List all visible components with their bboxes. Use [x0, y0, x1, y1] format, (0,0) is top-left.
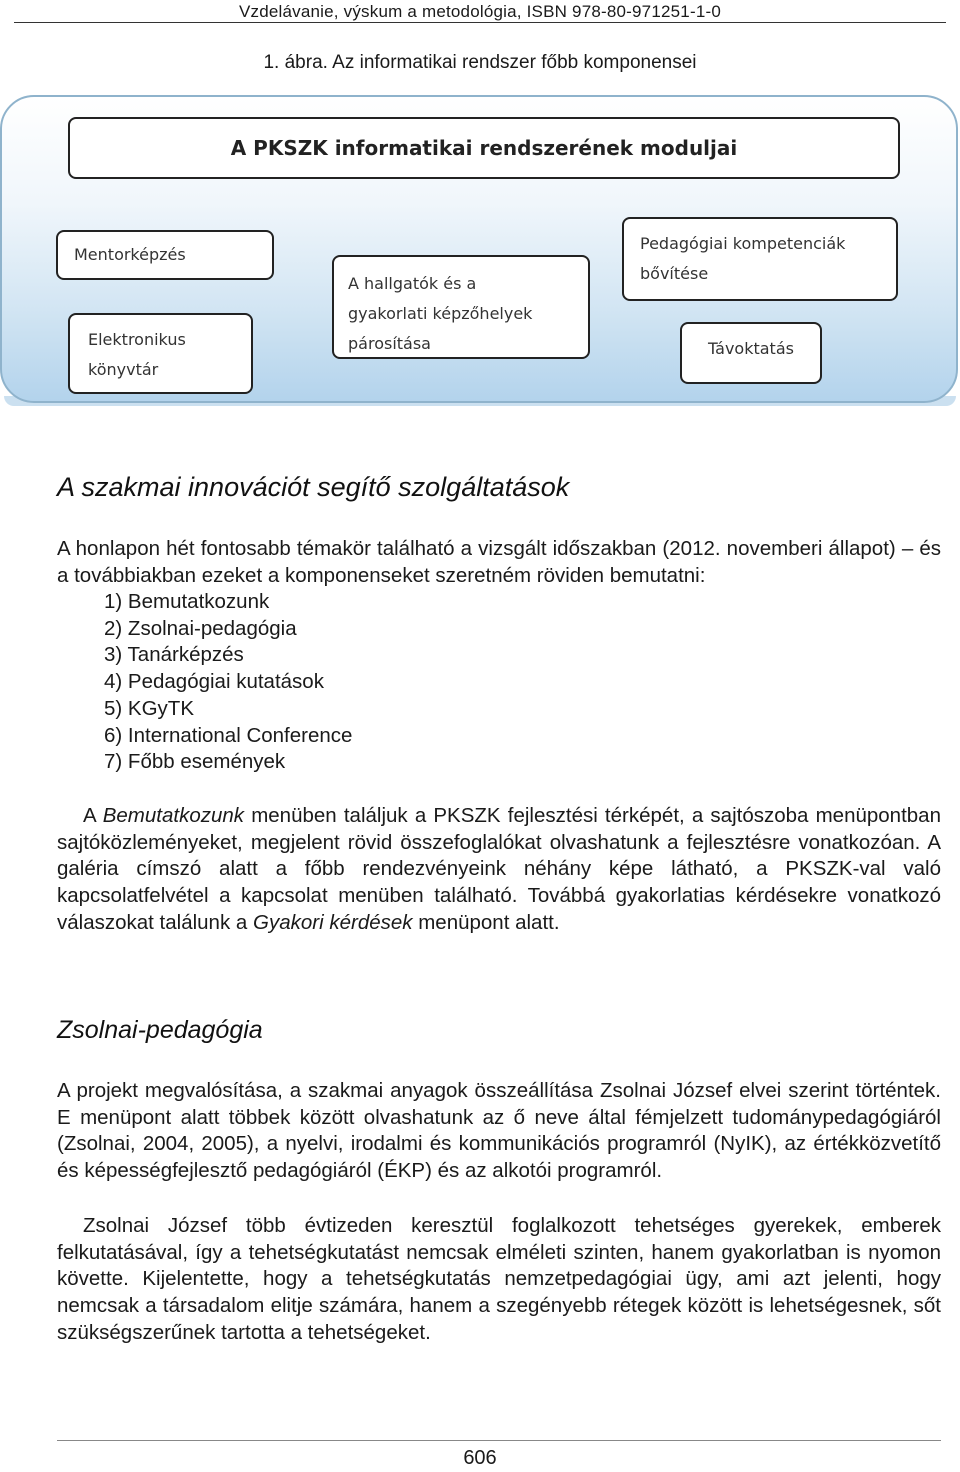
- para2-italic-bemutatkozunk: Bemutatkozunk: [102, 804, 245, 827]
- footer-rule: [57, 1440, 941, 1441]
- topic-list: [104, 589, 352, 776]
- diagram-title-text: A PKSZK informatikai rendszerének moduljai: [230, 136, 738, 160]
- para2-text-c: menüben találjuk a PKSZK fejlesztési térképét, a sajtószoba menüpontban sajtóközleményeket, megjelent rövid összefoglalókat olvashatunk a fejlesztésre vonatkozóan. A galéria címszó alatt a főbb rendezvényeink néhány képe látható, a PKSZK-val való kapcsolatfelvétel a kapcsolat menüben található. Továbbá gyakorlatias kérdésekre vonatkozó válaszokat találunk a: [57, 804, 941, 934]
- section1-intro: A honlapon hét fontosabb témakör található a vizsgált időszakban (2012. novemberi állapot) – és a továbbiakban ezeket a komponenseket szeretném röviden bemutatni:: [57, 537, 941, 587]
- section2-paragraph-2: Zsolnai József több évtizeden keresztül foglalkozott tehetséges gyerekek, emberek felkutatásával, így a tehetségkutatást nemcsak elméleti szinten, hanem gyakorlatban is nyomon követte. Kijelentette, hogy a tehetségkutatás nemzetpedagógiai ügy, ami azt jelenti, hogy nemcsak a társadalom elitje számára, hanem a szegényebb rétegek között is lehetségesnek, sőt szükségszerűnek tartotta a tehetségeket.: [57, 1214, 941, 1344]
- para2-text-a: A: [83, 804, 103, 827]
- section2-paragraph-1: A projekt megvalósítása, a szakmai anyagok összeállítása Zsolnai József elvei szerint történtek. E menüpont alatt többek között olvashatunk az ő neve által fémjelzett tudománypedagógiáról (Zsolnai, 2004, 2005), a nyelvi, irodalmi és kommunikációs programról (NyIK), az értékközvetítő és képességfejlesztő pedagógiáról (ÉKP) és az alkotói programról.: [57, 1079, 941, 1183]
- section1-paragraph-bemutatkozunk: [57, 803, 941, 937]
- list-item: 6) International Conference: [104, 723, 353, 747]
- list-item: 1) Bemutatkozunk: [104, 590, 270, 613]
- figure-caption: 1. ábra. Az informatikai rendszer főbb komponensei: [263, 52, 697, 73]
- section-title-innovacio: A szakmai innovációt segítő szolgáltatások: [57, 472, 570, 502]
- para2-text-e: menüpont alatt.: [412, 910, 560, 934]
- box-tavoktatas: [680, 322, 822, 384]
- para2-italic-gyakori: Gyakori kérdések: [253, 910, 413, 934]
- box-tavoktatas-label: Távoktatás: [708, 339, 794, 358]
- box-pedagogiai-line1: Pedagógiai kompetenciák: [640, 234, 846, 253]
- list-item: 2) Zsolnai-pedagógia: [104, 616, 297, 640]
- section-title-zsolnai: Zsolnai-pedagógia: [57, 1016, 263, 1044]
- list-item: 4) Pedagógiai kutatások: [104, 670, 324, 694]
- header-rule: [14, 22, 946, 23]
- diagram-title-box: [68, 117, 900, 179]
- box-hallgatok-line3: párosítása: [348, 334, 431, 353]
- box-hallgatok-parositasa: [332, 255, 590, 359]
- box-mentorkepzes: [56, 230, 274, 280]
- box-hallgatok-line1: A hallgatók és a: [348, 274, 477, 293]
- box-hallgatok-line2: gyakorlati képzőhelyek: [348, 304, 533, 323]
- box-elektro-line2: könyvtár: [88, 360, 159, 379]
- running-header: Vzdelávanie, výskum a metodológia, ISBN 978-80-971251-1-0: [238, 2, 721, 21]
- box-elektronikus-konyvtar: [68, 313, 253, 394]
- box-mentorkepzes-label: Mentorképzés: [74, 245, 186, 264]
- box-pedagogiai-line2: bővítése: [640, 264, 709, 283]
- list-item: 7) Főbb események: [104, 750, 286, 774]
- page-number: 606: [463, 1447, 497, 1469]
- box-pedagogiai-kompetenciak: [622, 217, 898, 301]
- list-item: 5) KGyTK: [104, 696, 194, 720]
- list-item: 3) Tanárképzés: [104, 643, 244, 667]
- box-elektro-line1: Elektronikus: [88, 330, 186, 349]
